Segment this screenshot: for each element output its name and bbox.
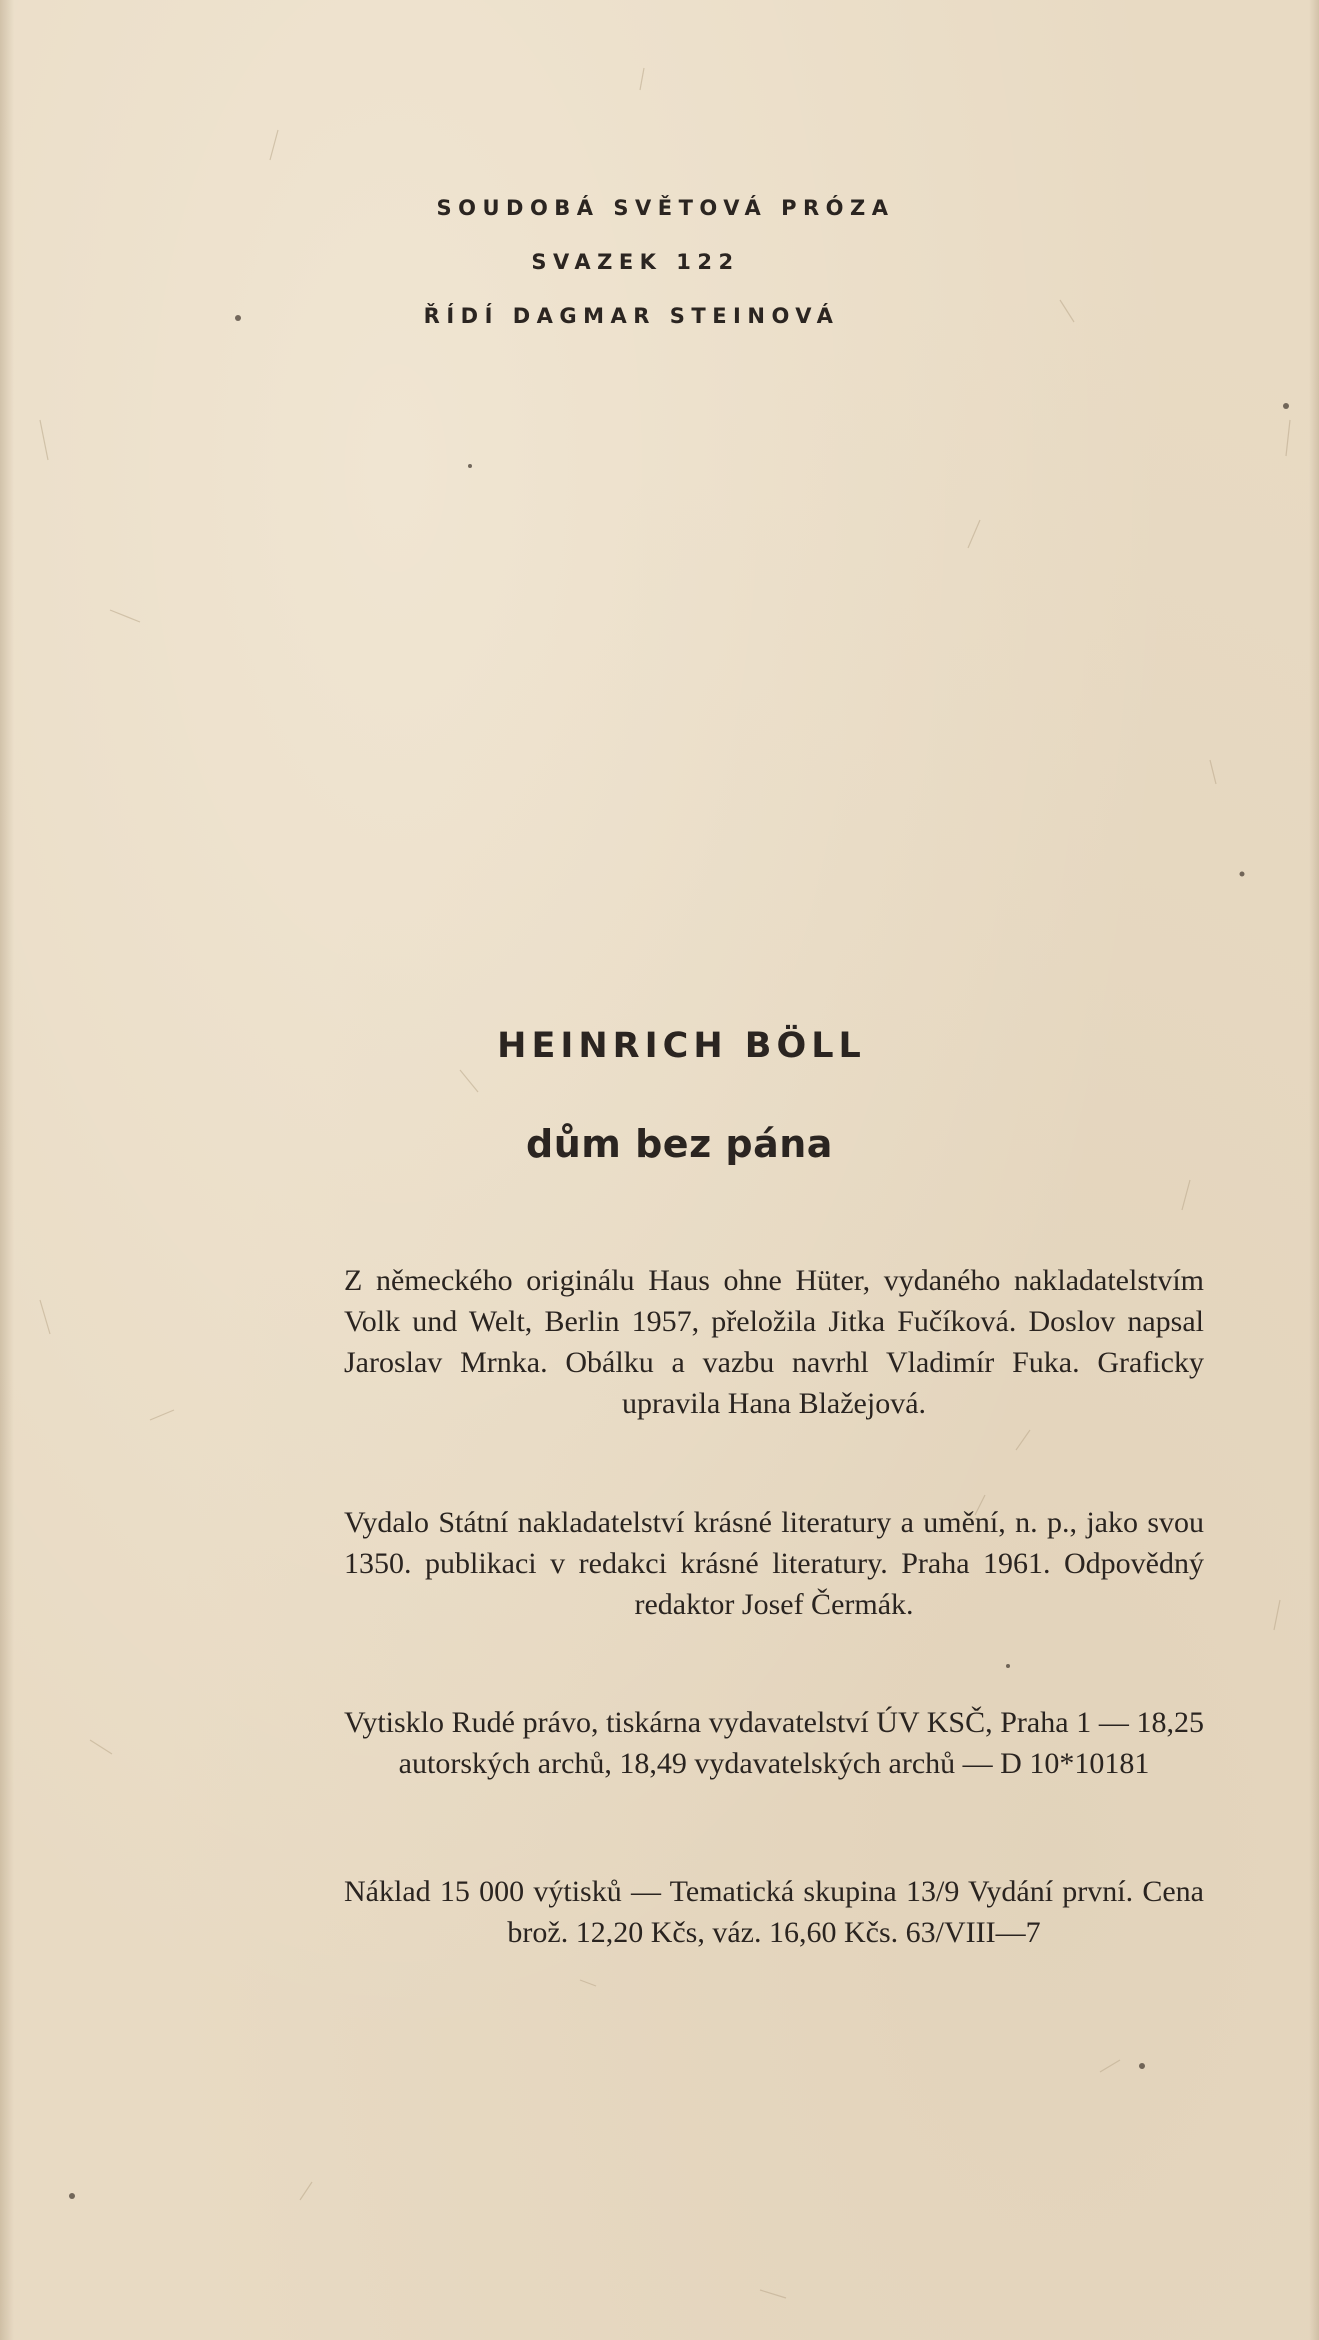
series-editor: ŘÍDÍ DAGMAR STEINOVÁ bbox=[423, 304, 840, 328]
series-volume: SVAZEK 122 bbox=[531, 250, 740, 274]
translation-credits: Z německého originálu Haus ohne Hüter, vydaného nakladatelstvím Volk und Welt, Berlin 1957, přeložila Jitka Fučíková. Doslov napsal Jaroslav Mrnka. Obálku a vazbu navrhl Vladimír Fuka. Graficky upravila Hana Blažejová. bbox=[344, 1264, 1204, 1420]
book-title: dům bez pána bbox=[526, 1122, 833, 1166]
publisher-info: Vydalo Státní nakladatelství krásné literatury a umění, n. p., jako svou 1350. publikaci v redakci krásné literatury. Praha 1961. Odpovědný redaktor Josef Čermák. bbox=[344, 1506, 1204, 1621]
printer-info: Vytisklo Rudé právo, tiskárna vydavatelství ÚV KSČ, Praha 1 — 18,25 autorských archů, 18,49 vydavatelských archů — D 10*10181 bbox=[344, 1706, 1204, 1780]
series-name: SOUDOBÁ SVĚTOVÁ PRÓZA bbox=[436, 196, 895, 220]
book-author: HEINRICH BÖLL bbox=[497, 1026, 866, 1066]
edition-info: Náklad 15 000 výtisků — Tematická skupina 13/9 Vydání první. Cena brož. 12,20 Kčs, váz. 16,60 Kčs. 63/VIII—7 bbox=[344, 1875, 1204, 1949]
